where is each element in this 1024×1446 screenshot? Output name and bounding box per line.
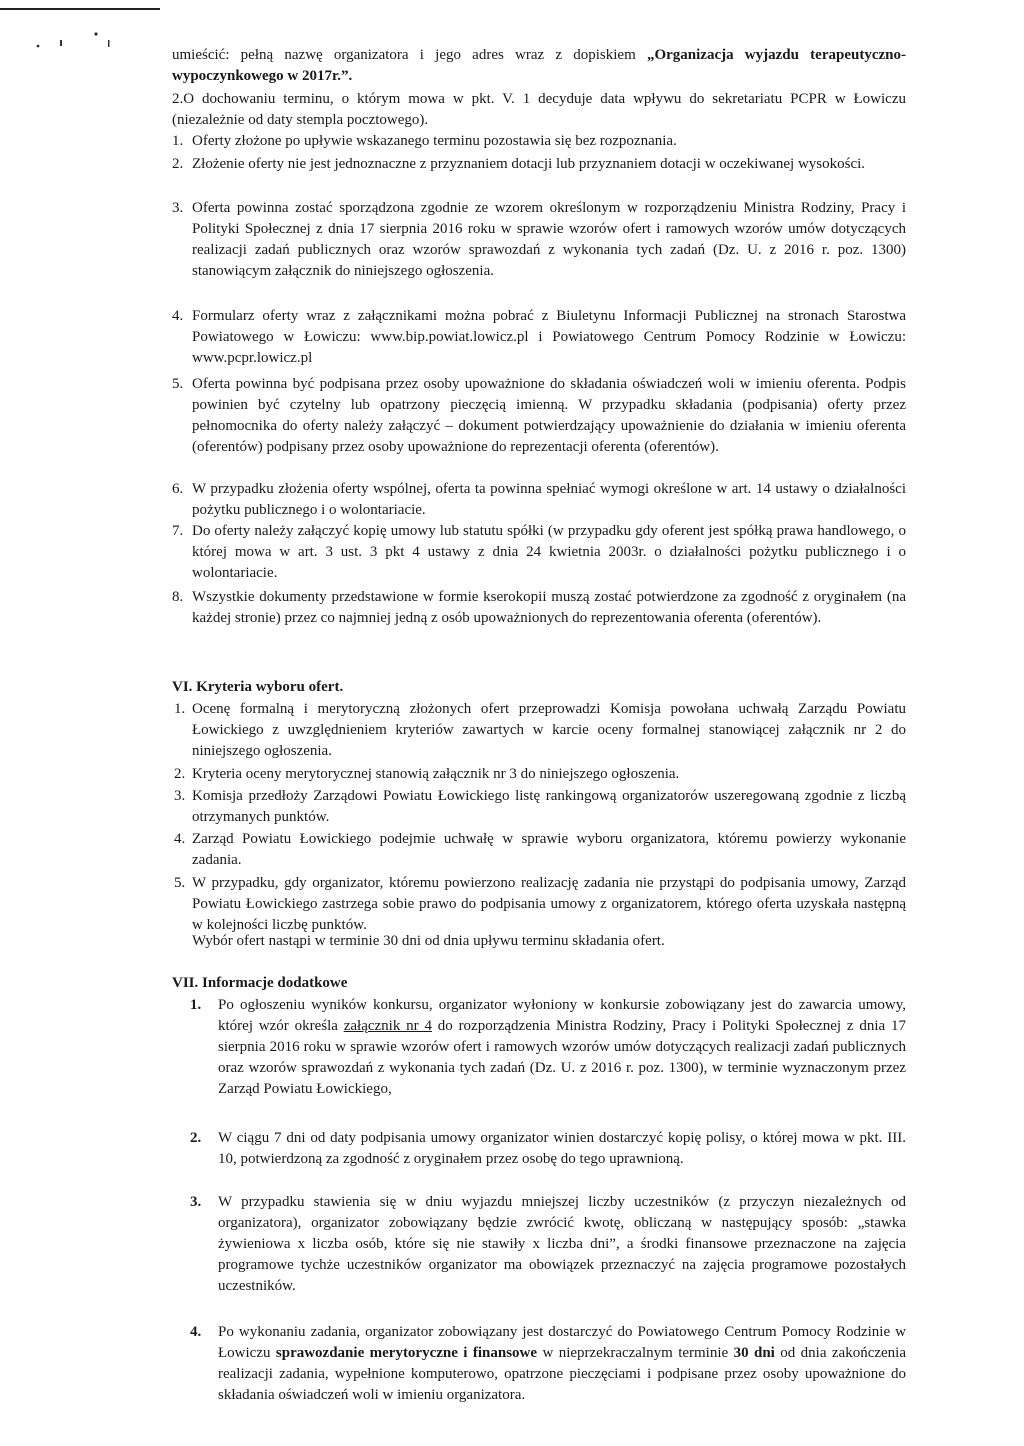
intro-item-2 <box>172 89 906 131</box>
section-vii-item-1-text: Po ogłoszeniu wyników konkursu, organizator wyłoniony w konkursie zobowiązany jest do zawarcia umowy, której wzór określa <box>218 997 906 1034</box>
section-vi-item-3-num: 3. <box>174 788 186 804</box>
section-vii-item-1-text-cont: do rozporządzenia Ministra Rodziny, Pracy i Polityki Społecznej z dnia 17 sierpnia 2016 roku w sprawie wzorów ofert i ramowych wzorów umów dotyczących realizacji zadań publicznych oraz wzorów sprawozdań z wykonania tych zadań (Dz. U. z 2016 r. poz. 1300), w terminie wyznaczonym przez Zarząd Powiatu Łowickiego, <box>218 1018 906 1097</box>
section-v-item-8-num: 8. <box>172 589 184 605</box>
section-vi-item-5: W przypadku, gdy organizator, któremu powierzono realizację zadania nie przystąpi do podpisania umowy, Zarząd Powiatu Łowickiego zastrzega sobie prawo do podpisania umowy z organizatorem, którego oferta uzyskała następną w kolejności liczbę punktów. <box>192 875 906 933</box>
section-v-item-3-num: 3. <box>172 200 184 216</box>
section-vii-item-4-text-mid: w nieprzekraczalnym terminie <box>537 1345 734 1361</box>
section-vi-item-3: Komisja przedłoży Zarządowi Powiatu Łowickiego listę rankingową organizatorów uszeregowaną zgodnie z liczbą otrzymanych punktów. <box>192 788 906 825</box>
section-vi-item-2: Kryteria oceny merytorycznej stanowią załącznik nr 3 do niniejszego ogłoszenia. <box>192 766 680 782</box>
intro-text: umieścić: pełną nazwę organizatora i jego adres wraz z dopiskiem <box>172 47 647 63</box>
attachment-4-reference: załącznik nr 4 <box>343 1018 432 1034</box>
section-vi-item-4-num: 4. <box>174 831 186 847</box>
section-vii-item-2-num: 2. <box>190 1130 202 1146</box>
intro-bold-text: „Organizacja wyjazdu terapeutyczno-wypoczynkowego w 2017r.”. <box>172 47 906 84</box>
report-requirement: sprawozdanie merytoryczne i finansowe <box>275 1345 538 1361</box>
section-vii-item-1 <box>218 995 906 1100</box>
section-v-item-7-num: 7. <box>172 523 184 539</box>
section-vii-item-4 <box>218 1322 906 1406</box>
section-v-item-4-num: 4. <box>172 308 184 324</box>
intro-paragraph <box>172 45 906 87</box>
section-v-item-2-num: 2. <box>172 156 184 172</box>
section-v-item-6-num: 6. <box>172 481 184 497</box>
section-v-item-7: Do oferty należy załączyć kopię umowy lub statutu spółki (w przypadku gdy oferent jest spółką prawa handlowego, o której mowa w art. 3 ust. 3 pkt 4 ustawy z dnia 24 kwietnia 2003r. o działalności pożytku publicznego i o wolontariacie. <box>192 523 906 581</box>
section-vii-item-4-text: Po wykonaniu zadania, organizator zobowiązany jest dostarczyć do Powiatowego Centrum Pomocy Rodzinie w Łowiczu <box>218 1324 906 1361</box>
section-v-item-3: Oferta powinna zostać sporządzona zgodnie ze wzorem określonym w rozporządzeniu Ministra Rodziny, Pracy i Polityki Społecznej z dnia 17 sierpnia 2016 roku w sprawie wzorów ofert i ramowych wzorów umów dotyczących realizacji zadań publicznych oraz wzorów sprawozdań z wykonania tych zadań (Dz. U. z 2016 r. poz. 1300) stanowiącym załącznik do niniejszego ogłoszenia. <box>192 200 906 279</box>
section-vi-item-2-num: 2. <box>174 766 186 782</box>
section-v-item-5-num: 5. <box>172 376 184 392</box>
section-vii-item-2: W ciągu 7 dni od daty podpisania umowy organizator winien dostarczyć kopię polisy, o której mowa w pkt. III. 10, potwierdzoną za zgodność z oryginałem przez osobę do tego uprawnioną. <box>218 1130 906 1167</box>
section-vii-item-3-num: 3. <box>190 1194 202 1210</box>
section-v-item-1: Oferty złożone po upływie wskazanego terminu pozostawia się bez rozpoznania. <box>192 133 677 149</box>
section-vii-item-4-text-end: od dnia zakończenia realizacji zadania, wypełnione komputerowo, opatrzone pieczęciami i podpisane przez osoby upoważnione do składania oświadczeń woli w imieniu organizatora. <box>218 1345 906 1403</box>
section-vi-item-1-num: 1. <box>174 701 186 717</box>
section-vi-heading: VI. Kryteria wyboru ofert. <box>172 679 344 695</box>
section-v-item-4: Formularz oferty wraz z załącznikami można pobrać z Biuletynu Informacji Publicznej na stronach Starostwa Powiatowego w Łowiczu: www.bip.powiat.lowicz.pl i Powiatowego Centrum Pomocy Rodzinie w Łowiczu: www.pcpr.lowicz.pl <box>192 308 906 366</box>
section-vii-item-3: W przypadku stawienia się w dniu wyjazdu mniejszej liczby uczestników (z przyczyn niezależnych od organizatora), organizator zobowiązany będzie zwrócić kwotę, obliczaną w następujący sposób: „stawka żywieniowa x liczba osób, które się nie stawiły x liczba dni”, a środki finansowe przeznaczone na zajęcia programowe tychże uczestników organizator ma obowiązek przeznaczyć na zajęcia programowe pozostałych uczestników. <box>218 1194 906 1294</box>
section-vii-item-1-num: 1. <box>190 997 202 1013</box>
section-vii-item-4-num: 4. <box>190 1324 202 1340</box>
section-vi-item-5-num: 5. <box>174 875 186 891</box>
section-vi-closing: Wybór ofert nastąpi w terminie 30 dni od dnia upływu terminu składania ofert. <box>192 933 665 949</box>
intro-item-2-text: O dochowaniu terminu, o którym mowa w pkt. V. 1 decyduje data wpływu do sekretariatu PCPR w Łowiczu (niezależnie od daty stempla pocztowego). <box>172 91 906 128</box>
deadline-days: 30 dni <box>733 1345 775 1361</box>
section-vii-heading: VII. Informacje dodatkowe <box>172 975 348 991</box>
section-v-item-6: W przypadku złożenia oferty wspólnej, oferta ta powinna spełniać wymogi określone w art. 14 ustawy o działalności pożytku publicznego i o wolontariacie. <box>192 481 906 518</box>
intro-item-2-num: 2. <box>172 91 184 107</box>
section-v-item-1-num: 1. <box>172 133 184 149</box>
section-v-item-8: Wszystkie dokumenty przedstawione w formie kserokopii muszą zostać potwierdzone za zgodność z oryginałem (na każdej stronie) przez co najmniej jedną z osób upoważnionych do reprezentowania oferenta (oferentów). <box>192 589 906 626</box>
section-vi-item-1: Ocenę formalną i merytoryczną złożonych ofert przeprowadzi Komisja powołana uchwałą Zarządu Powiatu Łowickiego z uwzględnieniem kryteriów zawartych w karcie oceny formalnej stanowiącej załącznik nr 2 do niniejszego ogłoszenia. <box>192 701 906 759</box>
section-v-item-2: Złożenie oferty nie jest jednoznaczne z przyznaniem dotacji lub przyznaniem dotacji w oczekiwanej wysokości. <box>192 156 866 172</box>
section-vi-item-4: Zarząd Powiatu Łowickiego podejmie uchwałę w sprawie wyboru organizatora, któremu powierzy wykonanie zadania. <box>192 831 906 868</box>
section-v-item-5: Oferta powinna być podpisana przez osoby upoważnione do składania oświadczeń woli w imieniu oferenta. Podpis powinien być czytelny lub opatrzony pieczęcią imienną. W przypadku składania (podpisania) oferty przez pełnomocnika do oferty należy załączyć – dokument potwierdzający upoważnienie do działania w imieniu oferenta (oferentów) podpisany przez osoby upoważnione do reprezentacji oferenta (oferentów). <box>192 376 906 455</box>
